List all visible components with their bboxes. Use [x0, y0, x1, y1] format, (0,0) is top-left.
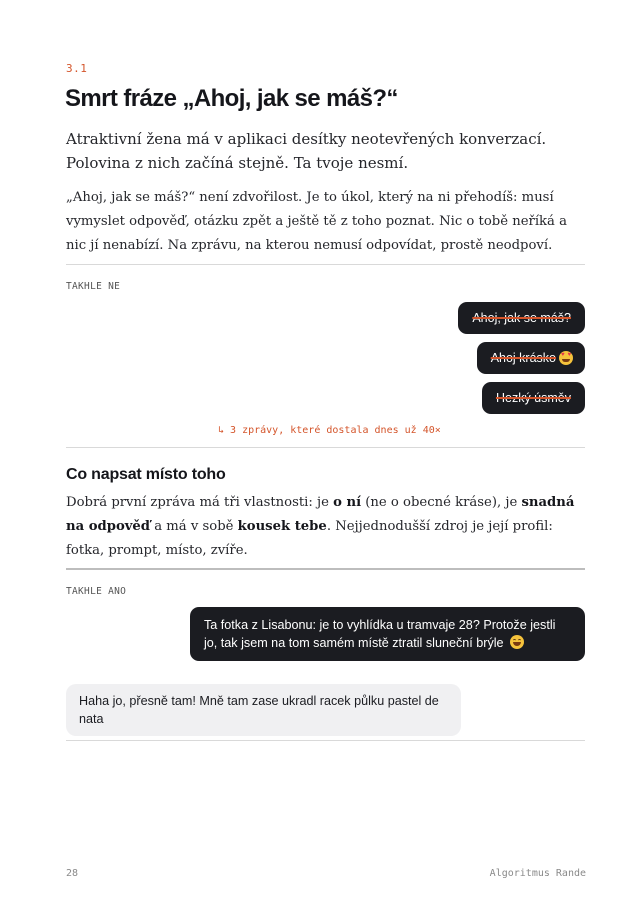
bad-message-text: Ahoj krásko — [490, 351, 556, 365]
bad-message-bubble — [482, 382, 585, 414]
bad-message-text: Hezký úsměv — [495, 391, 571, 405]
bad-message-text: Ahoj, jak se máš? — [472, 311, 571, 325]
grin-emoji-icon — [510, 635, 524, 649]
divider — [66, 447, 585, 448]
page-number: 28 — [66, 868, 79, 879]
reply-message-text: Haha jo, přesně tam! Mně tam zase ukradl racek půlku pastel de nata — [79, 694, 439, 726]
reply-message-bubble — [66, 684, 461, 736]
bad-example-note: ↳ 3 zprávy, které dostala dnes už 40× — [218, 425, 441, 436]
page-title: Smrt fráze „Ahoj, jak se máš?“ — [65, 85, 398, 112]
bad-message-bubble — [458, 302, 585, 334]
sent-message-text: Ta fotka z Lisabonu: je to vyhlídka u tramvaje 28? Protože jestli jo, tak jsem na tom samém místě ztratil sluneční brýle — [204, 618, 556, 650]
lead-paragraph: Atraktivní žena má v aplikaci desítky neotevřených konverzací. Polovina z nich začíná stejně. Ta tvoje nesmí. — [66, 130, 547, 172]
bad-example-label: TAKHLE NE — [66, 281, 121, 292]
body-paragraph-1: „Ahoj, jak se máš?“ není zdvořilost. Je to úkol, který na ni přehodíš: musí vymyslet odpověď, otázku zpět a ještě tě z toho poznat. Nic o tobě neříká a nic jí nenabízí. Na zprávu, na kterou nemusí odpovídat, prostě neodpoví. — [66, 190, 567, 253]
divider — [66, 740, 585, 741]
paragraph-text: . Nejjednodušší zdroj je její profil: fotka, prompt, místo, zvíře. — [66, 519, 553, 558]
section-number: 3.1 — [66, 62, 88, 75]
paragraph-bold: snadná na odpověď — [66, 495, 575, 534]
heart-eyes-emoji-icon — [559, 351, 573, 365]
divider — [66, 264, 585, 265]
paragraph-text: Dobrá první zpráva má tři vlastnosti: je — [66, 495, 334, 510]
subheading: Co napsat místo toho — [66, 466, 226, 483]
divider — [66, 568, 585, 570]
bad-message-bubble — [477, 342, 585, 374]
paragraph-text: (ne o obecné kráse), je — [361, 495, 522, 510]
good-example-label: TAKHLE ANO — [66, 586, 127, 597]
sent-message-bubble — [190, 607, 585, 661]
paragraph-bold: o ní — [333, 495, 362, 510]
body-paragraph-2 — [66, 491, 588, 563]
paragraph-bold: kousek tebe — [237, 519, 327, 534]
paragraph-text: a má v sobě — [150, 519, 238, 534]
book-title: Algoritmus Rande — [489, 868, 586, 879]
